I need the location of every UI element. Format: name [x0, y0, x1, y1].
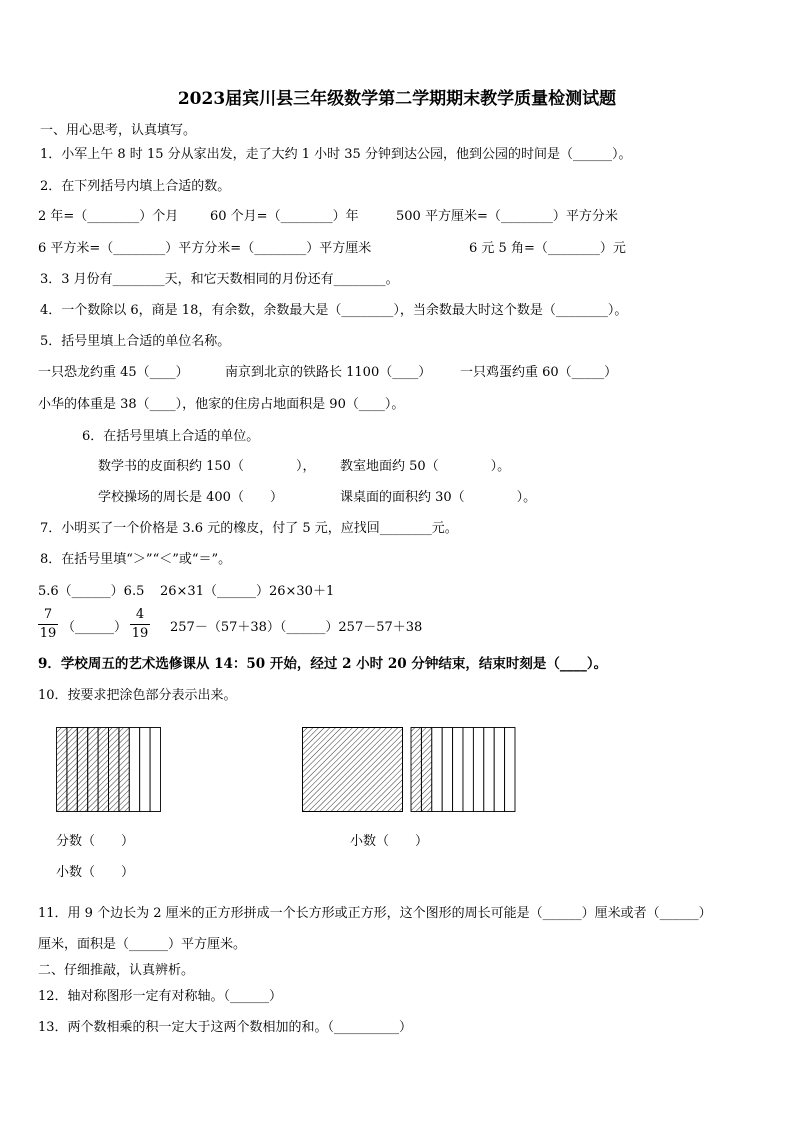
question-6d: 课桌面的面积约 30（ ）。	[340, 490, 537, 505]
question-11-line1: 11．用 9 个边长为 2 厘米的正方形拼成一个长方形或正方形，这个图形的周长可能是（______）厘米或者（______）	[38, 906, 712, 921]
fraction-numerator: 4	[135, 607, 145, 622]
figure-right-square-strips	[302, 727, 518, 813]
shaded-strip	[119, 728, 129, 812]
empty-strip	[473, 728, 483, 812]
question-6: 6．在括号里填上合适的单位。	[82, 429, 260, 444]
shaded-strip	[57, 728, 67, 812]
shaded-square	[303, 728, 403, 812]
q10-decimal-blank-left: 小数（ ）	[56, 865, 135, 880]
question-5d: 小华的体重是 38（____），他家的住房占地面积是 90（____）。	[38, 397, 405, 412]
fraction-denominator: 19	[39, 626, 57, 641]
question-3: 3．3 月份有________天，和它天数相同的月份还有________。	[40, 272, 399, 287]
empty-strip	[150, 728, 160, 812]
question-6c: 学校操场的周长是 400（ ）	[98, 490, 283, 505]
question-8a: 5.6（______）6.5	[38, 584, 145, 599]
page-title: 2023届宾川县三年级数学第二学期期末教学质量检测试题	[177, 89, 617, 109]
question-8: 8．在括号里填“＞”“＜”或“＝”。	[40, 552, 232, 567]
empty-strip	[432, 728, 442, 812]
shaded-strip	[77, 728, 87, 812]
shaded-strip	[98, 728, 108, 812]
question-11-line2: 厘米，面积是（______）平方厘米。	[38, 937, 247, 952]
fraction-denominator: 19	[131, 626, 149, 641]
fraction-numerator: 7	[43, 607, 53, 622]
question-2a: 2 年=（________）个月	[38, 209, 179, 224]
empty-strip	[484, 728, 494, 812]
fraction-7-19	[38, 607, 58, 642]
empty-strip	[442, 728, 452, 812]
fraction-4-19	[130, 607, 150, 642]
question-1: 1．小军上午 8 时 15 分从家出发，走了大约 1 小时 35 分钟到达公园，他到公园的时间是（______）。	[40, 147, 632, 162]
q10-decimal-blank-right: 小数（ ）	[350, 834, 429, 849]
question-8d: 257－（57＋38）（______）257－57＋38	[170, 620, 423, 635]
question-7: 7．小明买了一个价格是 3.6 元的橡皮，付了 5 元，应找回________元。	[40, 521, 458, 536]
empty-strip	[453, 728, 463, 812]
shaded-strip	[67, 728, 77, 812]
shaded-strip	[109, 728, 119, 812]
section-heading-1: 一、用心思考，认真填写。	[40, 123, 197, 138]
question-8c-blank: （______）	[62, 620, 128, 635]
section-heading-2: 二、仔细推敲，认真辨析。	[38, 963, 195, 978]
fraction-bar	[130, 624, 150, 625]
question-8b: 26×31（______）26×30＋1	[160, 584, 335, 599]
question-6b: 教室地面约 50（ ）。	[340, 459, 511, 474]
question-10: 10．按要求把涂色部分表示出来。	[38, 688, 237, 703]
empty-strip	[140, 728, 150, 812]
question-9: 9．学校周五的艺术选修课从 14：50 开始，经过 2 小时 20 分钟结束，结束时刻是（____）。	[38, 656, 608, 672]
empty-strip	[129, 728, 139, 812]
question-2c: 500 平方厘米=（________）平方分米	[396, 209, 618, 224]
figure-left-strips	[56, 727, 162, 813]
question-5b: 南京到北京的铁路长 1100（____）	[225, 365, 432, 380]
question-13: 13．两个数相乘的积一定大于这两个数相加的和。（__________）	[38, 1020, 413, 1035]
question-2e: 6 元 5 角=（________）元	[469, 241, 626, 256]
shaded-strip	[421, 728, 431, 812]
question-5c: 一只鸡蛋约重 60（_____）	[460, 365, 618, 380]
empty-strip	[463, 728, 473, 812]
empty-strip	[494, 728, 504, 812]
question-2b: 60 个月=（________）年	[210, 209, 359, 224]
question-6a: 数学书的皮面积约 150（ ），	[98, 459, 316, 474]
question-4: 4．一个数除以 6，商是 18，有余数，余数最大是（________），当余数最大时这个数是（________）。	[40, 303, 628, 318]
question-2: 2．在下列括号内填上合适的数。	[40, 179, 231, 194]
question-12: 12．轴对称图形一定有对称轴。（______）	[38, 989, 283, 1004]
q10-fraction-blank: 分数（ ）	[56, 834, 135, 849]
shaded-strip	[411, 728, 421, 812]
question-5a: 一只恐龙约重 45（____）	[38, 365, 189, 380]
empty-strip	[505, 728, 515, 812]
question-2d: 6 平方米=（________）平方分米=（________）平方厘米	[38, 241, 372, 256]
question-5: 5．括号里填上合适的单位名称。	[40, 334, 231, 349]
shaded-strip	[88, 728, 98, 812]
fraction-bar	[38, 624, 58, 625]
